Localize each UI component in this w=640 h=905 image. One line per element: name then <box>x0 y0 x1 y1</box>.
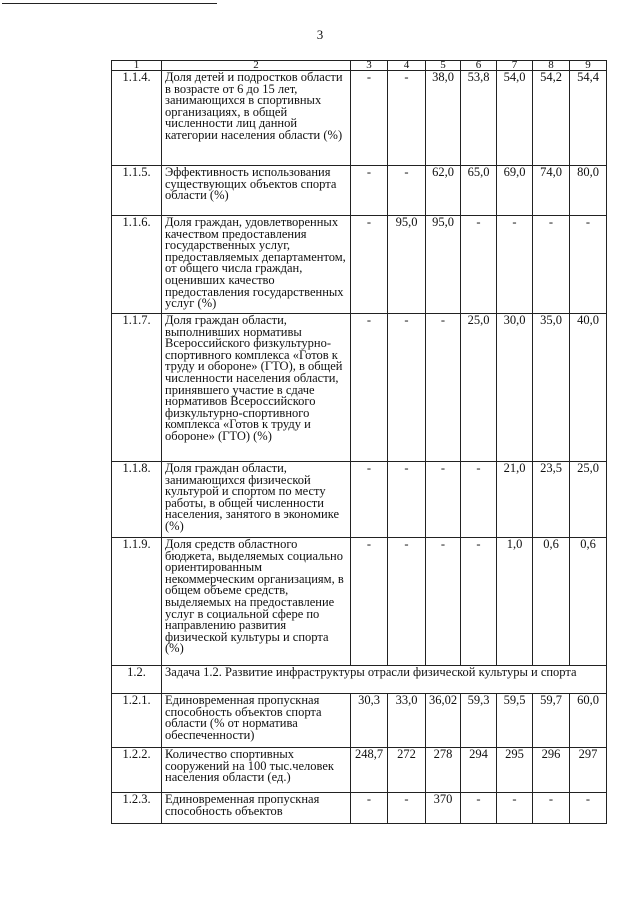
value-cell: 278 <box>426 748 461 793</box>
value-cell: 294 <box>461 748 497 793</box>
value-cell: - <box>351 216 388 314</box>
value-cell: 272 <box>388 748 426 793</box>
row-number: 1.1.8. <box>112 462 162 538</box>
value-cell: 95,0 <box>426 216 461 314</box>
value-cell: 59,7 <box>533 694 570 748</box>
value-cell: 65,0 <box>461 166 497 216</box>
indicator-name: Доля граждан области, занимающихся физической культурой и спортом по месту работы, в общей численности населения, занятого в экономике (%) <box>162 462 351 538</box>
value-cell: 248,7 <box>351 748 388 793</box>
value-cell: 30,0 <box>497 314 533 462</box>
value-cell: - <box>351 71 388 166</box>
value-cell: - <box>533 793 570 824</box>
value-cell: 21,0 <box>497 462 533 538</box>
value-cell: - <box>388 71 426 166</box>
row-number: 1.2.2. <box>112 748 162 793</box>
row-number: 1.1.7. <box>112 314 162 462</box>
indicator-name: Количество спортивных сооружений на 100 тыс.человек населения области (ед.) <box>162 748 351 793</box>
header-cell: 7 <box>497 61 533 71</box>
top-rule <box>2 3 217 4</box>
value-cell: 69,0 <box>497 166 533 216</box>
header-row <box>112 61 607 71</box>
table-row <box>112 462 607 538</box>
header-cell: 6 <box>461 61 497 71</box>
value-cell: 35,0 <box>533 314 570 462</box>
value-cell: - <box>388 314 426 462</box>
value-cell: - <box>497 793 533 824</box>
value-cell: 295 <box>497 748 533 793</box>
value-cell: - <box>426 462 461 538</box>
header-cell: 9 <box>570 61 607 71</box>
value-cell: 62,0 <box>426 166 461 216</box>
value-cell: 25,0 <box>461 314 497 462</box>
value-cell: 53,8 <box>461 71 497 166</box>
header-cell: 3 <box>351 61 388 71</box>
row-number: 1.1.4. <box>112 71 162 166</box>
table-row <box>112 748 607 793</box>
value-cell: 1,0 <box>497 538 533 666</box>
header-cell: 1 <box>112 61 162 71</box>
value-cell: 0,6 <box>570 538 607 666</box>
table-row <box>112 166 607 216</box>
value-cell: 54,2 <box>533 71 570 166</box>
table-row <box>112 216 607 314</box>
row-number: 1.1.6. <box>112 216 162 314</box>
row-number: 1.2.1. <box>112 694 162 748</box>
value-cell: - <box>461 216 497 314</box>
value-cell: - <box>388 538 426 666</box>
value-cell: - <box>570 216 607 314</box>
value-cell: 33,0 <box>388 694 426 748</box>
value-cell: - <box>388 166 426 216</box>
value-cell: - <box>426 314 461 462</box>
value-cell: 370 <box>426 793 461 824</box>
value-cell: 40,0 <box>570 314 607 462</box>
table-row <box>112 694 607 748</box>
value-cell: - <box>351 314 388 462</box>
header-cell: 5 <box>426 61 461 71</box>
value-cell: 23,5 <box>533 462 570 538</box>
value-cell: - <box>461 793 497 824</box>
table-row <box>112 538 607 666</box>
value-cell: 59,5 <box>497 694 533 748</box>
task-row <box>112 666 607 694</box>
table-row <box>112 71 607 166</box>
value-cell: 296 <box>533 748 570 793</box>
value-cell: - <box>570 793 607 824</box>
row-number: 1.1.5. <box>112 166 162 216</box>
indicator-name: Единовременная пропускная способность объектов <box>162 793 351 824</box>
value-cell: - <box>351 166 388 216</box>
value-cell: 80,0 <box>570 166 607 216</box>
value-cell: 74,0 <box>533 166 570 216</box>
task-number: 1.2. <box>112 666 162 694</box>
header-cell: 2 <box>162 61 351 71</box>
value-cell: 59,3 <box>461 694 497 748</box>
value-cell: 54,4 <box>570 71 607 166</box>
value-cell: 0,6 <box>533 538 570 666</box>
value-cell: 36,02 <box>426 694 461 748</box>
value-cell: 25,0 <box>570 462 607 538</box>
indicator-name: Доля средств областного бюджета, выделяемых социально ориентированным некоммерческим организациям, в общем объеме средств, выделяемых на предоставление услуг в социальной сфере по направлению развития физической культуры и спорта (%) <box>162 538 351 666</box>
indicator-name: Доля граждан области, выполнивших нормативы Всероссийского физкультурно-спортивного комплекса «Готов к труду и обороне» (ГТО), в общей численности населения области, принявшего участие в сдаче нормативов Всероссийского физкультурно-спортивного комплекса «Готов к труду и обороне» (ГТО) (%) <box>162 314 351 462</box>
value-cell: 95,0 <box>388 216 426 314</box>
task-title: Задача 1.2. Развитие инфраструктуры отрасли физической культуры и спорта <box>162 666 607 694</box>
value-cell: - <box>426 538 461 666</box>
indicator-name: Единовременная пропускная способность объектов спорта области (% от норматива обеспеченности) <box>162 694 351 748</box>
header-cell: 4 <box>388 61 426 71</box>
value-cell: - <box>497 216 533 314</box>
value-cell: - <box>351 462 388 538</box>
value-cell: - <box>461 538 497 666</box>
value-cell: - <box>388 793 426 824</box>
value-cell: 54,0 <box>497 71 533 166</box>
value-cell: - <box>351 538 388 666</box>
table-row <box>112 793 607 824</box>
value-cell: - <box>533 216 570 314</box>
value-cell: 30,3 <box>351 694 388 748</box>
row-number: 1.1.9. <box>112 538 162 666</box>
value-cell: - <box>388 462 426 538</box>
value-cell: 38,0 <box>426 71 461 166</box>
indicator-name: Доля детей и подростков области в возрасте от 6 до 15 лет, занимающихся в спортивных организациях, в общей численности лиц данной категории населения области (%) <box>162 71 351 166</box>
value-cell: 297 <box>570 748 607 793</box>
value-cell: - <box>461 462 497 538</box>
table-row <box>112 314 607 462</box>
indicator-name: Доля граждан, удовлетворенных качеством предоставления государственных услуг, предоставляемых департаментом, от общего числа граждан, оценивших качество предоставления государственных услуг (%) <box>162 216 351 314</box>
header-cell: 8 <box>533 61 570 71</box>
page-number: 3 <box>316 27 324 42</box>
indicator-name: Эффективность использования существующих объектов спорта области (%) <box>162 166 351 216</box>
indicators-table <box>111 60 607 824</box>
row-number: 1.2.3. <box>112 793 162 824</box>
value-cell: 60,0 <box>570 694 607 748</box>
value-cell: - <box>351 793 388 824</box>
